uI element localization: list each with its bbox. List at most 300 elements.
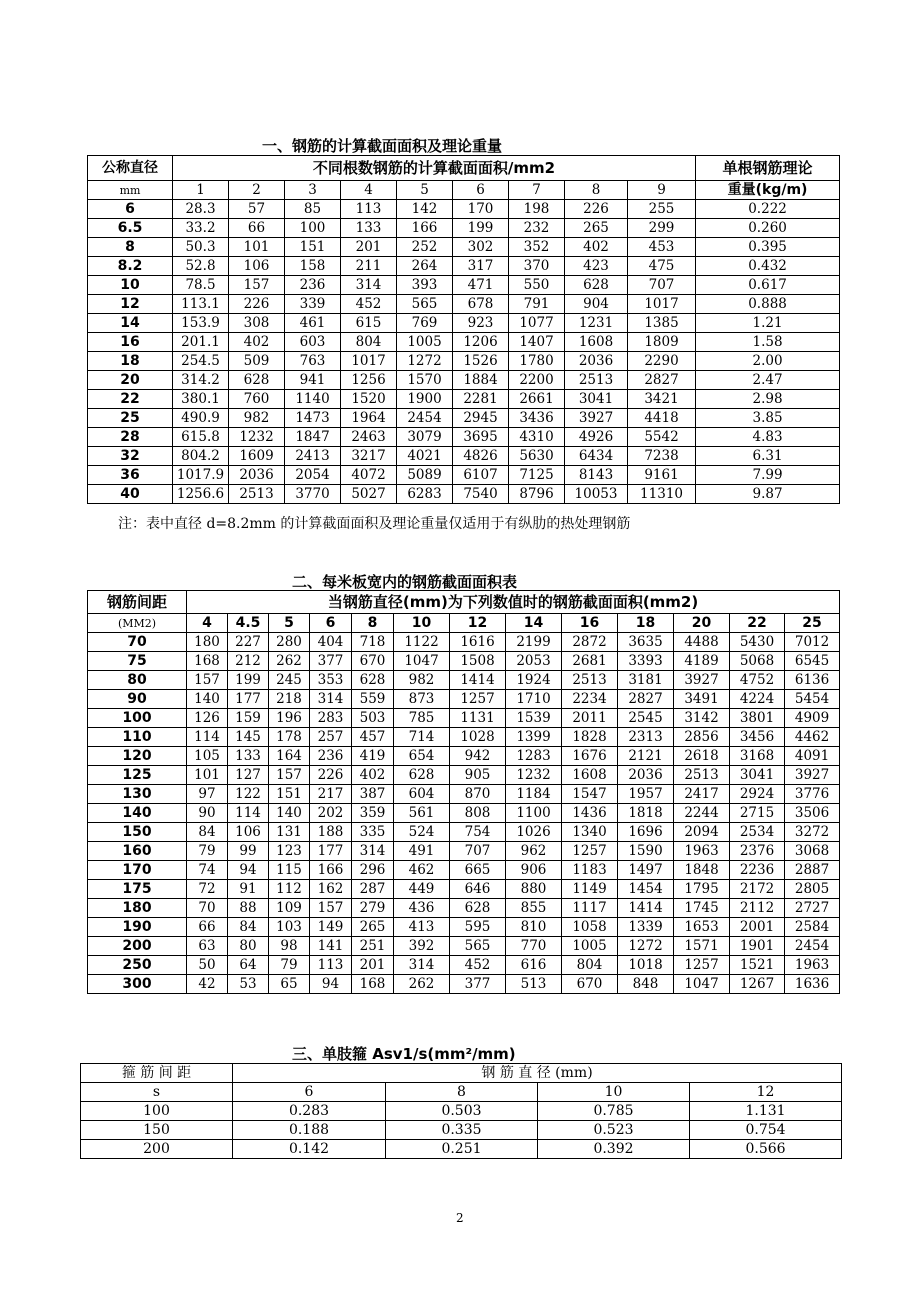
- cell-area: 142: [397, 200, 453, 219]
- stirrup-diameter-header: 10: [538, 1083, 690, 1102]
- row-diameter: 6.5: [88, 219, 173, 238]
- row-diameter: 14: [88, 314, 173, 333]
- cell-weight: 2.47: [696, 371, 840, 390]
- cell-area: 6107: [453, 466, 509, 485]
- cell-asv: 0.142: [233, 1140, 386, 1159]
- cell-area: 3491: [674, 690, 730, 709]
- cell-area: 654: [394, 747, 450, 766]
- cell-area: 91: [228, 880, 269, 899]
- cell-area: 4224: [730, 690, 785, 709]
- cell-area: 115: [269, 861, 310, 880]
- cell-area: 199: [228, 671, 269, 690]
- cell-area: 770: [506, 937, 562, 956]
- cell-area: 101: [187, 766, 228, 785]
- cell-area: 559: [352, 690, 394, 709]
- cell-area: 5068: [730, 652, 785, 671]
- count-header: 3: [285, 181, 341, 200]
- cell-area: 1957: [618, 785, 674, 804]
- cell-area: 4488: [674, 633, 730, 652]
- cell-area: 168: [187, 652, 228, 671]
- section3-title: 三、单肢箍 Asv1/s(mm²/mm): [292, 1045, 516, 1063]
- cell-area: 9161: [628, 466, 696, 485]
- cell-area: 265: [352, 918, 394, 937]
- cell-area: 3927: [674, 671, 730, 690]
- cell-area: 2715: [730, 804, 785, 823]
- cell-area: 1924: [506, 671, 562, 690]
- cell-area: 1256: [341, 371, 397, 390]
- cell-area: 2827: [618, 690, 674, 709]
- cell-area: 3776: [785, 785, 840, 804]
- table-row: [88, 447, 840, 466]
- row-spacing: 180: [88, 899, 187, 918]
- cell-asv: 0.335: [386, 1121, 538, 1140]
- diameter-header: 20: [674, 614, 730, 633]
- cell-area: 99: [228, 842, 269, 861]
- cell-area: 628: [229, 371, 285, 390]
- cell-area: 2661: [509, 390, 565, 409]
- table-row: [88, 371, 840, 390]
- weight-unit: 重量(kg/m): [696, 181, 840, 200]
- cell-area: 3041: [565, 390, 628, 409]
- row-spacing: 140: [88, 804, 187, 823]
- table-row: [88, 257, 840, 276]
- cell-area: 962: [506, 842, 562, 861]
- cell-area: 628: [450, 899, 506, 918]
- cell-area: 3506: [785, 804, 840, 823]
- row-spacing: 100: [88, 709, 187, 728]
- cell-area: 1818: [618, 804, 674, 823]
- cell-area: 1267: [730, 975, 785, 994]
- cell-area: 227: [228, 633, 269, 652]
- cell-weight: 2.98: [696, 390, 840, 409]
- row-spacing: 150: [88, 823, 187, 842]
- cell-area: 3393: [618, 652, 674, 671]
- cell-area: 2534: [730, 823, 785, 842]
- cell-area: 1696: [618, 823, 674, 842]
- cell-area: 3421: [628, 390, 696, 409]
- cell-area: 80: [228, 937, 269, 956]
- cell-area: 170: [453, 200, 509, 219]
- cell-asv: 0.188: [233, 1121, 386, 1140]
- cell-asv: 1.131: [690, 1102, 842, 1121]
- cell-area: 810: [506, 918, 562, 937]
- cell-asv: 0.785: [538, 1102, 690, 1121]
- row-spacing: 200: [88, 937, 187, 956]
- cell-area: 785: [394, 709, 450, 728]
- cell-area: 453: [628, 238, 696, 257]
- cell-area: 2872: [562, 633, 618, 652]
- cell-area: 211: [341, 257, 397, 276]
- cell-area: 245: [269, 671, 310, 690]
- cell-area: 226: [565, 200, 628, 219]
- cell-area: 1272: [618, 937, 674, 956]
- cell-area: 402: [352, 766, 394, 785]
- row-diameter: 22: [88, 390, 173, 409]
- cell-area: 1963: [674, 842, 730, 861]
- cell-area: 3068: [785, 842, 840, 861]
- cell-area: 218: [269, 690, 310, 709]
- cell-area: 1017: [341, 352, 397, 371]
- cell-area: 106: [229, 257, 285, 276]
- cell-area: 314: [341, 276, 397, 295]
- cell-area: 198: [509, 200, 565, 219]
- row-spacing: 200: [81, 1140, 233, 1159]
- cell-area: 402: [229, 333, 285, 352]
- cell-area: 1407: [509, 333, 565, 352]
- cell-area: 1454: [618, 880, 674, 899]
- cell-area: 5542: [628, 428, 696, 447]
- cell-area: 1609: [229, 447, 285, 466]
- cell-area: 2454: [785, 937, 840, 956]
- cell-area: 2513: [565, 371, 628, 390]
- cell-area: 353: [310, 671, 352, 690]
- cell-area: 100: [285, 219, 341, 238]
- diameter-header: 公称直径: [88, 156, 173, 181]
- count-header: 9: [628, 181, 696, 200]
- cell-area: 714: [394, 728, 450, 747]
- cell-area: 201: [352, 956, 394, 975]
- cell-area: 1232: [506, 766, 562, 785]
- cell-area: 754: [450, 823, 506, 842]
- cell-area: 151: [285, 238, 341, 257]
- cell-area: 359: [352, 804, 394, 823]
- cell-area: 1676: [562, 747, 618, 766]
- cell-area: 140: [269, 804, 310, 823]
- cell-weight: 3.85: [696, 409, 840, 428]
- cell-area: 1571: [674, 937, 730, 956]
- cell-area: 157: [310, 899, 352, 918]
- cell-area: 335: [352, 823, 394, 842]
- cell-area: 670: [352, 652, 394, 671]
- table-row: [88, 485, 840, 504]
- row-diameter: 28: [88, 428, 173, 447]
- cell-area: 1795: [674, 880, 730, 899]
- cell-area: 1122: [394, 633, 450, 652]
- cell-area: 1272: [397, 352, 453, 371]
- stirrup-diameter-group-header: 钢 筋 直 径 (mm): [233, 1064, 842, 1083]
- cell-area: 628: [394, 766, 450, 785]
- cell-area: 352: [509, 238, 565, 257]
- cell-area: 4021: [397, 447, 453, 466]
- cell-area: 1414: [618, 899, 674, 918]
- cell-area: 2856: [674, 728, 730, 747]
- cell-area: 265: [565, 219, 628, 238]
- stirrup-diameter-header: 12: [690, 1083, 842, 1102]
- cell-area: 5089: [397, 466, 453, 485]
- row-spacing: 250: [88, 956, 187, 975]
- cell-area: 2545: [618, 709, 674, 728]
- cell-area: 131: [269, 823, 310, 842]
- row-diameter: 16: [88, 333, 173, 352]
- table-row: [88, 633, 840, 652]
- cell-area: 178: [269, 728, 310, 747]
- cell-area: 64: [228, 956, 269, 975]
- cell-weight: 0.432: [696, 257, 840, 276]
- cell-area: 7238: [628, 447, 696, 466]
- row-diameter: 25: [88, 409, 173, 428]
- cell-area: 804.2: [173, 447, 229, 466]
- table-row: [81, 1140, 842, 1159]
- cell-area: 3927: [565, 409, 628, 428]
- cell-area: 2827: [628, 371, 696, 390]
- cell-area: 628: [565, 276, 628, 295]
- cell-area: 217: [310, 785, 352, 804]
- cell-weight: 4.83: [696, 428, 840, 447]
- diameter-header: 14: [506, 614, 562, 633]
- cell-area: 114: [228, 804, 269, 823]
- cell-area: 808: [450, 804, 506, 823]
- cell-area: 63: [187, 937, 228, 956]
- cell-area: 1047: [674, 975, 730, 994]
- cell-area: 196: [269, 709, 310, 728]
- cell-area: 188: [310, 823, 352, 842]
- cell-area: 6283: [397, 485, 453, 504]
- cell-area: 3217: [341, 447, 397, 466]
- table-row: [81, 1102, 842, 1121]
- cell-area: 855: [506, 899, 562, 918]
- cell-area: 7125: [509, 466, 565, 485]
- cell-area: 393: [397, 276, 453, 295]
- row-spacing: 190: [88, 918, 187, 937]
- cell-area: 1521: [730, 956, 785, 975]
- cell-area: 2036: [618, 766, 674, 785]
- cell-area: 3142: [674, 709, 730, 728]
- cell-area: 232: [509, 219, 565, 238]
- row-spacing: 150: [81, 1121, 233, 1140]
- count-header: 1: [173, 181, 229, 200]
- cell-area: 387: [352, 785, 394, 804]
- cell-area: 97: [187, 785, 228, 804]
- cell-area: 2727: [785, 899, 840, 918]
- cell-area: 3272: [785, 823, 840, 842]
- cell-area: 561: [394, 804, 450, 823]
- cell-area: 1140: [285, 390, 341, 409]
- table-row: [88, 918, 840, 937]
- cell-area: 308: [229, 314, 285, 333]
- cell-area: 2945: [453, 409, 509, 428]
- area-group-header: 不同根数钢筋的计算截面面积/mm2: [173, 156, 696, 181]
- cell-area: 5027: [341, 485, 397, 504]
- cell-area: 94: [310, 975, 352, 994]
- cell-area: 2290: [628, 352, 696, 371]
- cell-area: 158: [285, 257, 341, 276]
- cell-area: 707: [450, 842, 506, 861]
- stirrup-diameter-header: 8: [386, 1083, 538, 1102]
- cell-area: 565: [397, 295, 453, 314]
- cell-area: 1636: [785, 975, 840, 994]
- table-row: [88, 861, 840, 880]
- cell-area: 1256.6: [173, 485, 229, 504]
- cell-area: 141: [310, 937, 352, 956]
- cell-area: 615: [341, 314, 397, 333]
- table-row: [88, 428, 840, 447]
- cell-area: 1077: [509, 314, 565, 333]
- cell-area: 565: [450, 937, 506, 956]
- cell-area: 8796: [509, 485, 565, 504]
- cell-area: 52.8: [173, 257, 229, 276]
- cell-area: 133: [341, 219, 397, 238]
- cell-area: 74: [187, 861, 228, 880]
- cell-area: 2805: [785, 880, 840, 899]
- cell-area: 1047: [394, 652, 450, 671]
- cell-area: 1497: [618, 861, 674, 880]
- cell-area: 404: [310, 633, 352, 652]
- diameter-unit: mm: [88, 181, 173, 200]
- cell-area: 2584: [785, 918, 840, 937]
- row-diameter: 12: [88, 295, 173, 314]
- cell-area: 4189: [674, 652, 730, 671]
- cell-area: 4926: [565, 428, 628, 447]
- diameter-header: 6: [310, 614, 352, 633]
- cell-area: 180: [187, 633, 228, 652]
- cell-area: 90: [187, 804, 228, 823]
- cell-area: 678: [453, 295, 509, 314]
- cell-area: 2513: [674, 766, 730, 785]
- cell-area: 2054: [285, 466, 341, 485]
- cell-area: 2681: [562, 652, 618, 671]
- cell-asv: 0.251: [386, 1140, 538, 1159]
- cell-area: 1017.9: [173, 466, 229, 485]
- cell-area: 392: [394, 937, 450, 956]
- cell-area: 804: [341, 333, 397, 352]
- cell-area: 873: [394, 690, 450, 709]
- rebar-area-weight-table: [87, 155, 840, 504]
- cell-area: 2036: [229, 466, 285, 485]
- cell-area: 604: [394, 785, 450, 804]
- row-diameter: 6: [88, 200, 173, 219]
- diameter-group-header: 当钢筋直径(mm)为下列数值时的钢筋截面面积(mm2): [187, 591, 840, 614]
- table-row: [88, 880, 840, 899]
- cell-area: 6434: [565, 447, 628, 466]
- cell-area: 112: [269, 880, 310, 899]
- cell-area: 1183: [562, 861, 618, 880]
- cell-area: 317: [453, 257, 509, 276]
- table-note: 注：表中直径 d=8.2mm 的计算截面面积及理论重量仅适用于有纵肋的热处理钢筋: [118, 516, 631, 532]
- cell-area: 452: [341, 295, 397, 314]
- cell-area: 1884: [453, 371, 509, 390]
- cell-area: 42: [187, 975, 228, 994]
- cell-area: 140: [187, 690, 228, 709]
- cell-area: 1653: [674, 918, 730, 937]
- row-spacing: 90: [88, 690, 187, 709]
- cell-area: 279: [352, 899, 394, 918]
- cell-area: 79: [187, 842, 228, 861]
- count-header: 6: [453, 181, 509, 200]
- cell-area: 199: [453, 219, 509, 238]
- diameter-header: 5: [269, 614, 310, 633]
- section1-title: 一、钢筋的计算截面面积及理论重量: [262, 137, 503, 155]
- cell-area: 2244: [674, 804, 730, 823]
- cell-area: 287: [352, 880, 394, 899]
- cell-area: 1590: [618, 842, 674, 861]
- table-row: [88, 747, 840, 766]
- cell-area: 509: [229, 352, 285, 371]
- cell-area: 1117: [562, 899, 618, 918]
- cell-area: 314: [352, 842, 394, 861]
- cell-weight: 6.31: [696, 447, 840, 466]
- cell-area: 314: [310, 690, 352, 709]
- cell-area: 1283: [506, 747, 562, 766]
- cell-area: 490.9: [173, 409, 229, 428]
- cell-area: 1745: [674, 899, 730, 918]
- cell-area: 1257: [562, 842, 618, 861]
- cell-area: 296: [352, 861, 394, 880]
- row-diameter: 36: [88, 466, 173, 485]
- row-spacing: 100: [81, 1102, 233, 1121]
- cell-area: 1399: [506, 728, 562, 747]
- cell-area: 57: [229, 200, 285, 219]
- table-row: [88, 314, 840, 333]
- cell-area: 4418: [628, 409, 696, 428]
- cell-area: 1184: [506, 785, 562, 804]
- cell-area: 302: [453, 238, 509, 257]
- table-row: [88, 899, 840, 918]
- table-row: [88, 219, 840, 238]
- cell-area: 1616: [450, 633, 506, 652]
- table-row: [88, 842, 840, 861]
- cell-area: 151: [269, 785, 310, 804]
- diameter-header: 10: [394, 614, 450, 633]
- cell-area: 11310: [628, 485, 696, 504]
- cell-area: 2094: [674, 823, 730, 842]
- cell-area: 1149: [562, 880, 618, 899]
- cell-area: 3041: [730, 766, 785, 785]
- cell-area: 65: [269, 975, 310, 994]
- cell-area: 236: [285, 276, 341, 295]
- cell-area: 457: [352, 728, 394, 747]
- cell-area: 255: [628, 200, 696, 219]
- row-diameter: 18: [88, 352, 173, 371]
- cell-area: 2417: [674, 785, 730, 804]
- cell-area: 628: [352, 671, 394, 690]
- cell-area: 299: [628, 219, 696, 238]
- cell-area: 122: [228, 785, 269, 804]
- cell-area: 3456: [730, 728, 785, 747]
- cell-area: 1257: [674, 956, 730, 975]
- cell-area: 252: [397, 238, 453, 257]
- cell-area: 4752: [730, 671, 785, 690]
- cell-area: 1017: [628, 295, 696, 314]
- cell-area: 94: [228, 861, 269, 880]
- cell-asv: 0.503: [386, 1102, 538, 1121]
- cell-area: 380.1: [173, 390, 229, 409]
- cell-area: 3079: [397, 428, 453, 447]
- weight-header: 单根钢筋理论: [696, 156, 840, 181]
- cell-area: 133: [228, 747, 269, 766]
- cell-weight: 0.260: [696, 219, 840, 238]
- cell-area: 4072: [341, 466, 397, 485]
- cell-weight: 0.888: [696, 295, 840, 314]
- cell-area: 3695: [453, 428, 509, 447]
- cell-area: 283: [310, 709, 352, 728]
- cell-area: 1508: [450, 652, 506, 671]
- cell-area: 6545: [785, 652, 840, 671]
- cell-area: 4462: [785, 728, 840, 747]
- cell-area: 2199: [506, 633, 562, 652]
- cell-area: 145: [228, 728, 269, 747]
- cell-area: 941: [285, 371, 341, 390]
- slab-rebar-area-table: [87, 590, 840, 994]
- cell-area: 402: [565, 238, 628, 257]
- cell-area: 254.5: [173, 352, 229, 371]
- cell-area: 880: [506, 880, 562, 899]
- cell-area: 7012: [785, 633, 840, 652]
- stirrup-area-table: [80, 1063, 842, 1159]
- cell-area: 4826: [453, 447, 509, 466]
- row-spacing: 175: [88, 880, 187, 899]
- cell-area: 2413: [285, 447, 341, 466]
- cell-area: 262: [269, 652, 310, 671]
